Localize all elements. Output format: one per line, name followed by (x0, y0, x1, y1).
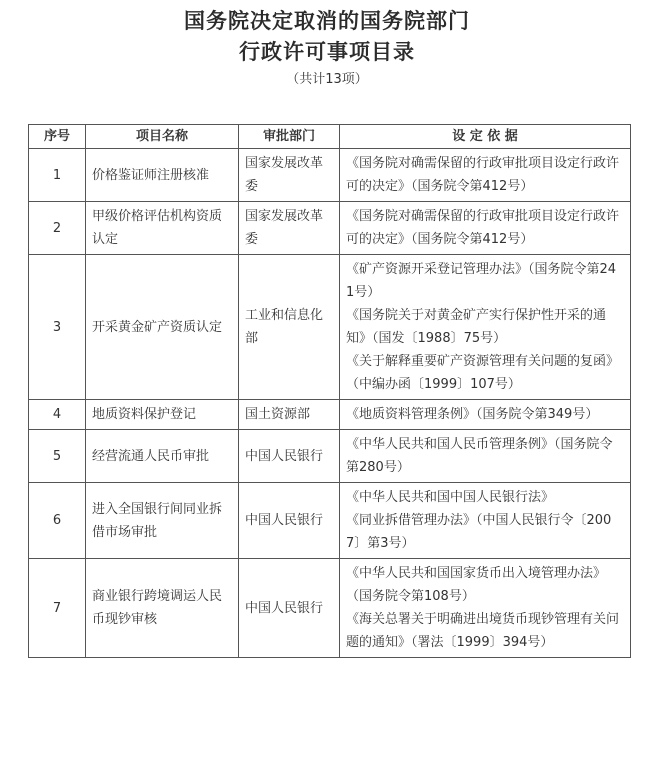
table-header-row (29, 125, 631, 149)
item-name: 进入全国银行间同业拆借市场审批 (86, 483, 239, 559)
basis-entry: 《国务院关于对黄金矿产实行保护性开采的通知》（国发〔1988〕75号） (346, 308, 607, 346)
department: 中国人民银行 (239, 559, 340, 658)
basis-entry: 《地质资料管理条例》（国务院令第349号） (346, 407, 599, 422)
department: 中国人民银行 (239, 483, 340, 559)
row-number: 5 (29, 430, 86, 483)
item-name: 经营流通人民币审批 (86, 430, 239, 483)
table-row (29, 430, 631, 483)
basis-cell (340, 400, 631, 430)
item-name: 商业银行跨境调运人民币现钞审核 (86, 559, 239, 658)
basis-cell (340, 559, 631, 658)
item-name: 地质资料保护登记 (86, 400, 239, 430)
basis-cell (340, 430, 631, 483)
basis-entry: 《中华人民共和国人民币管理条例》（国务院令第280号） (346, 437, 613, 475)
column-header-item-name: 项目名称 (86, 125, 239, 149)
table-row (29, 149, 631, 202)
table-row (29, 483, 631, 559)
basis-entry: 《海关总署关于明确进出境货币现钞管理有关问题的通知》（署法〔1999〕394号） (346, 612, 620, 650)
row-number: 3 (29, 255, 86, 400)
item-name: 开采黄金矿产资质认定 (86, 255, 239, 400)
basis-entry: 《国务院对确需保留的行政审批项目设定行政许可的决定》（国务院令第412号） (346, 209, 620, 247)
document-title-line-1: 国务院决定取消的国务院部门 (184, 9, 470, 33)
basis-cell (340, 483, 631, 559)
table-row (29, 202, 631, 255)
basis-entry: 《国务院对确需保留的行政审批项目设定行政许可的决定》（国务院令第412号） (346, 156, 620, 194)
row-number: 7 (29, 559, 86, 658)
row-number: 2 (29, 202, 86, 255)
basis-entry: 《同业拆借管理办法》（中国人民银行令〔2007〕第3号） (346, 513, 612, 551)
basis-entry: 《关于解释重要矿产资源管理有关问题的复函》（中编办函〔1999〕107号） (346, 354, 620, 392)
column-header-basis: 设 定 依 据 (340, 125, 631, 149)
item-name: 甲级价格评估机构资质认定 (86, 202, 239, 255)
department: 工业和信息化部 (239, 255, 340, 400)
basis-entry: 《矿产资源开采登记管理办法》（国务院令第241号） (346, 262, 617, 300)
department: 国土资源部 (239, 400, 340, 430)
row-number: 4 (29, 400, 86, 430)
table-row (29, 255, 631, 400)
basis-cell (340, 149, 631, 202)
row-number: 1 (29, 149, 86, 202)
item-name: 价格鉴证师注册核准 (86, 149, 239, 202)
basis-entry: 《中华人民共和国国家货币出入境管理办法》（国务院令第108号） (346, 566, 607, 604)
department: 国家发展改革委 (239, 202, 340, 255)
department: 中国人民银行 (239, 430, 340, 483)
basis-entry: 《中华人民共和国中国人民银行法》 (346, 490, 555, 505)
basis-cell (340, 255, 631, 400)
document-subtitle: （共计13项） (286, 72, 368, 87)
document-header (0, 6, 654, 91)
table-row (29, 559, 631, 658)
table-row (29, 400, 631, 430)
column-header-number: 序号 (29, 125, 86, 149)
document-title-line-2: 行政许可事项目录 (239, 40, 415, 64)
basis-cell (340, 202, 631, 255)
catalog-table (28, 124, 631, 658)
column-header-department: 审批部门 (239, 125, 340, 149)
department: 国家发展改革委 (239, 149, 340, 202)
row-number: 6 (29, 483, 86, 559)
